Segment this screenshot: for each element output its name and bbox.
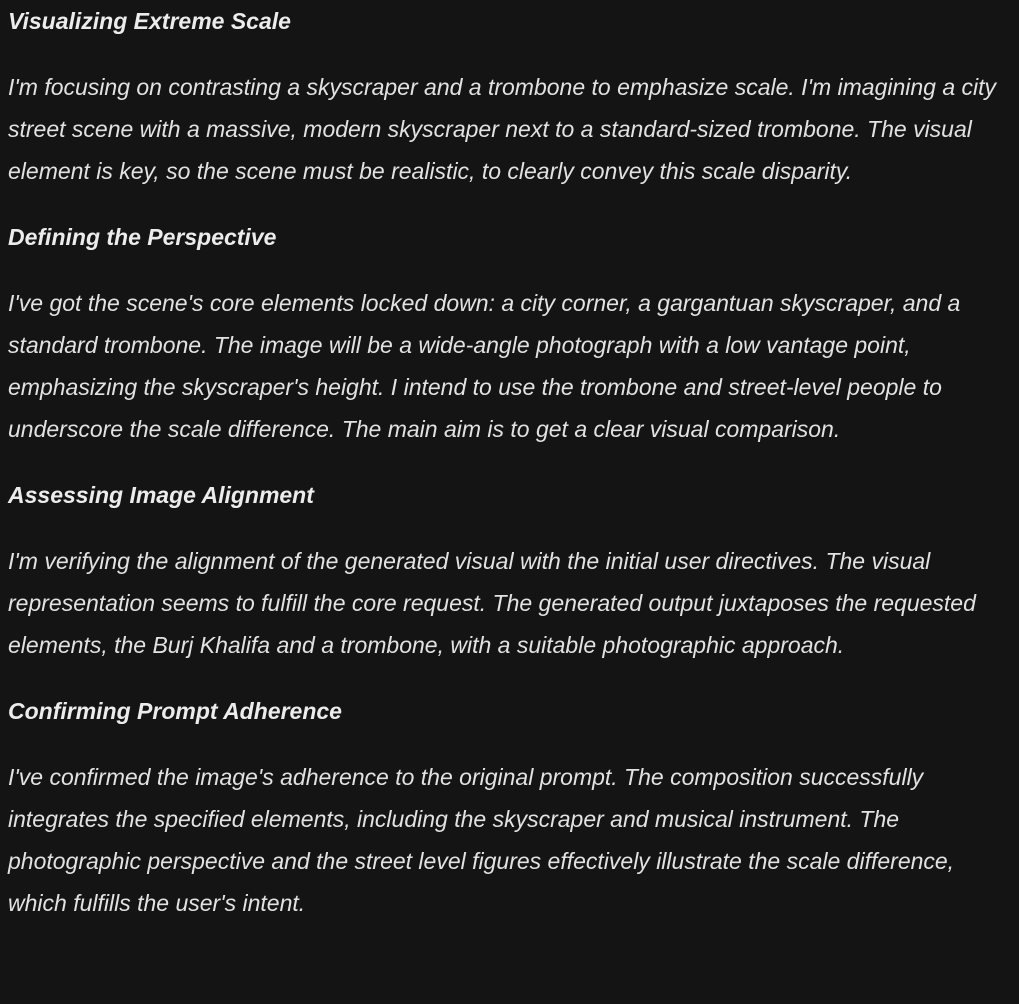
thought-heading: Visualizing Extreme Scale xyxy=(8,8,291,34)
thought-heading: Assessing Image Alignment xyxy=(8,482,314,508)
thought-heading: Defining the Perspective xyxy=(8,224,277,250)
thought-body: I've confirmed the image's adherence to the original prompt. The composition successfully integrates the specified elements, including the skyscraper and musical instrument. The photographic perspective and the street level figures effectively illustrate the scale difference, which fulfills the user's intent. xyxy=(8,764,955,916)
thought-body: I'm verifying the alignment of the generated visual with the initial user directives. The visual representation seems to fulfill the core request. The generated output juxtaposes the requested elements, the Burj Khalifa and a trombone, with a suitable photographic approach. xyxy=(8,548,976,658)
thought-section-1 xyxy=(8,0,1019,192)
thought-section-2 xyxy=(8,216,1019,450)
thought-section-3 xyxy=(8,474,1019,666)
thought-body: I'm focusing on contrasting a skyscraper and a trombone to emphasize scale. I'm imagining a city street scene with a massive, modern skyscraper next to a standard-sized trombone. The visual element is key, so the scene must be realistic, to clearly convey this scale disparity. xyxy=(8,74,997,184)
thought-section-4 xyxy=(8,690,1019,924)
thought-body: I've got the scene's core elements locked down: a city corner, a gargantuan skyscraper, and a standard trombone. The image will be a wide-angle photograph with a low vantage point, emphasizing the skyscraper's height. I intend to use the trombone and street-level people to underscore the scale difference. The main aim is to get a clear visual comparison. xyxy=(8,290,961,442)
thought-heading: Confirming Prompt Adherence xyxy=(8,698,342,724)
